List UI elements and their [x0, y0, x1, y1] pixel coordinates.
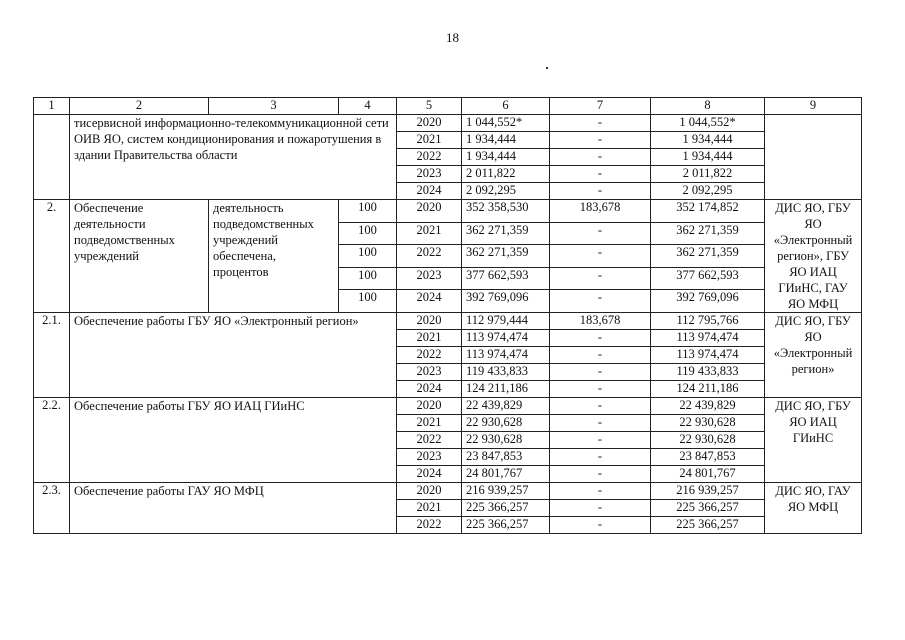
item-name: Обеспечение работы ГАУ ЯО МФЦ [70, 483, 397, 534]
federal-cell: - [550, 381, 651, 398]
regional-cell: 22 439,829 [651, 398, 765, 415]
total-cell: 377 662,593 [462, 267, 550, 290]
year-cell: 2023 [397, 364, 462, 381]
federal-cell: - [550, 222, 651, 245]
year-cell: 2021 [397, 222, 462, 245]
item-name: Обеспечение работы ГБУ ЯО ИАЦ ГИиНС [70, 398, 397, 483]
executor-cell: ДИС ЯО, ГБУ ЯО «Электронный регион» [765, 313, 862, 398]
budget-table [33, 97, 862, 534]
year-cell: 2021 [397, 415, 462, 432]
regional-cell: 225 366,257 [651, 500, 765, 517]
total-cell: 1 044,552* [462, 115, 550, 132]
indicator-target: 100 [339, 245, 397, 268]
year-cell: 2022 [397, 149, 462, 166]
federal-cell: - [550, 449, 651, 466]
year-cell: 2020 [397, 313, 462, 330]
total-cell: 113 974,474 [462, 347, 550, 364]
federal-cell: - [550, 166, 651, 183]
col-header: 5 [397, 98, 462, 115]
year-cell: 2020 [397, 200, 462, 223]
total-cell: 124 211,186 [462, 381, 550, 398]
regional-cell: 392 769,096 [651, 290, 765, 313]
col-header: 9 [765, 98, 862, 115]
indicator-name: деятельность подведомственных учреждений обеспечена, процентов [209, 200, 339, 313]
regional-cell: 362 271,359 [651, 222, 765, 245]
total-cell: 225 366,257 [462, 517, 550, 534]
federal-cell: - [550, 483, 651, 500]
federal-cell: - [550, 517, 651, 534]
total-cell: 362 271,359 [462, 245, 550, 268]
year-cell: 2021 [397, 500, 462, 517]
item-number: 2.3. [34, 483, 70, 534]
regional-cell: 1 934,444 [651, 132, 765, 149]
year-cell: 2024 [397, 381, 462, 398]
federal-cell: - [550, 149, 651, 166]
table-row [34, 115, 862, 132]
scan-speck [546, 67, 548, 69]
item-number: 2. [34, 200, 70, 313]
federal-cell: - [550, 290, 651, 313]
regional-cell: 362 271,359 [651, 245, 765, 268]
indicator-target: 100 [339, 267, 397, 290]
regional-cell: 113 974,474 [651, 330, 765, 347]
federal-cell: - [550, 183, 651, 200]
federal-cell: - [550, 364, 651, 381]
regional-cell: 377 662,593 [651, 267, 765, 290]
total-cell: 392 769,096 [462, 290, 550, 313]
regional-cell: 119 433,833 [651, 364, 765, 381]
col-header: 2 [70, 98, 209, 115]
year-cell: 2024 [397, 466, 462, 483]
total-cell: 216 939,257 [462, 483, 550, 500]
item-number: 2.1. [34, 313, 70, 398]
table-row [34, 313, 862, 330]
federal-cell: - [550, 415, 651, 432]
total-cell: 24 801,767 [462, 466, 550, 483]
year-cell: 2022 [397, 245, 462, 268]
year-cell: 2023 [397, 449, 462, 466]
year-cell: 2022 [397, 517, 462, 534]
regional-cell: 2 092,295 [651, 183, 765, 200]
total-cell: 352 358,530 [462, 200, 550, 223]
regional-cell: 22 930,628 [651, 432, 765, 449]
regional-cell: 24 801,767 [651, 466, 765, 483]
regional-cell: 2 011,822 [651, 166, 765, 183]
year-cell: 2021 [397, 132, 462, 149]
federal-cell: - [550, 330, 651, 347]
total-cell: 23 847,853 [462, 449, 550, 466]
item-number: 2.2. [34, 398, 70, 483]
col-header: 4 [339, 98, 397, 115]
page-number: 18 [446, 30, 459, 45]
indicator-target: 100 [339, 222, 397, 245]
year-cell: 2023 [397, 267, 462, 290]
federal-cell: - [550, 398, 651, 415]
year-cell: 2021 [397, 330, 462, 347]
year-cell: 2022 [397, 347, 462, 364]
regional-cell: 216 939,257 [651, 483, 765, 500]
indicator-target: 100 [339, 200, 397, 223]
item-name: тисервисной информационно-телекоммуникационной сети ОИВ ЯО, систем кондиционирования и пожаротушения в здании Правительства области [70, 115, 397, 200]
executor-cell: ДИС ЯО, ГБУ ЯО «Электронный регион», ГБУ ЯО ИАЦ ГИиНС, ГАУ ЯО МФЦ [765, 200, 862, 313]
regional-cell: 352 174,852 [651, 200, 765, 223]
federal-cell: - [550, 466, 651, 483]
total-cell: 362 271,359 [462, 222, 550, 245]
total-cell: 1 934,444 [462, 149, 550, 166]
col-header: 1 [34, 98, 70, 115]
federal-cell: - [550, 115, 651, 132]
regional-cell: 22 930,628 [651, 415, 765, 432]
year-cell: 2024 [397, 290, 462, 313]
year-cell: 2020 [397, 483, 462, 500]
item-name: Обеспечение деятельности подведомственных учреждений [70, 200, 209, 313]
federal-cell: - [550, 432, 651, 449]
total-cell: 225 366,257 [462, 500, 550, 517]
regional-cell: 225 366,257 [651, 517, 765, 534]
federal-cell: 183,678 [550, 200, 651, 223]
federal-cell: 183,678 [550, 313, 651, 330]
regional-cell: 1 934,444 [651, 149, 765, 166]
col-header: 6 [462, 98, 550, 115]
indicator-target: 100 [339, 290, 397, 313]
federal-cell: - [550, 500, 651, 517]
table-row [34, 483, 862, 500]
year-cell: 2022 [397, 432, 462, 449]
col-header: 8 [651, 98, 765, 115]
year-cell: 2023 [397, 166, 462, 183]
federal-cell: - [550, 347, 651, 364]
regional-cell: 112 795,766 [651, 313, 765, 330]
regional-cell: 23 847,853 [651, 449, 765, 466]
total-cell: 119 433,833 [462, 364, 550, 381]
federal-cell: - [550, 245, 651, 268]
total-cell: 112 979,444 [462, 313, 550, 330]
federal-cell: - [550, 267, 651, 290]
regional-cell: 1 044,552* [651, 115, 765, 132]
header-row [34, 98, 862, 115]
table-row [34, 200, 862, 223]
executor-cell: ДИС ЯО, ГАУ ЯО МФЦ [765, 483, 862, 534]
col-header: 3 [209, 98, 339, 115]
total-cell: 22 439,829 [462, 398, 550, 415]
regional-cell: 113 974,474 [651, 347, 765, 364]
total-cell: 113 974,474 [462, 330, 550, 347]
executor-cell: ДИС ЯО, ГБУ ЯО ИАЦ ГИиНС [765, 398, 862, 483]
executor-cell [765, 115, 862, 200]
item-name: Обеспечение работы ГБУ ЯО «Электронный регион» [70, 313, 397, 398]
regional-cell: 124 211,186 [651, 381, 765, 398]
total-cell: 2 011,822 [462, 166, 550, 183]
item-number [34, 115, 70, 200]
year-cell: 2020 [397, 115, 462, 132]
col-header: 7 [550, 98, 651, 115]
total-cell: 2 092,295 [462, 183, 550, 200]
table-row [34, 398, 862, 415]
year-cell: 2020 [397, 398, 462, 415]
year-cell: 2024 [397, 183, 462, 200]
federal-cell: - [550, 132, 651, 149]
total-cell: 22 930,628 [462, 415, 550, 432]
total-cell: 22 930,628 [462, 432, 550, 449]
total-cell: 1 934,444 [462, 132, 550, 149]
